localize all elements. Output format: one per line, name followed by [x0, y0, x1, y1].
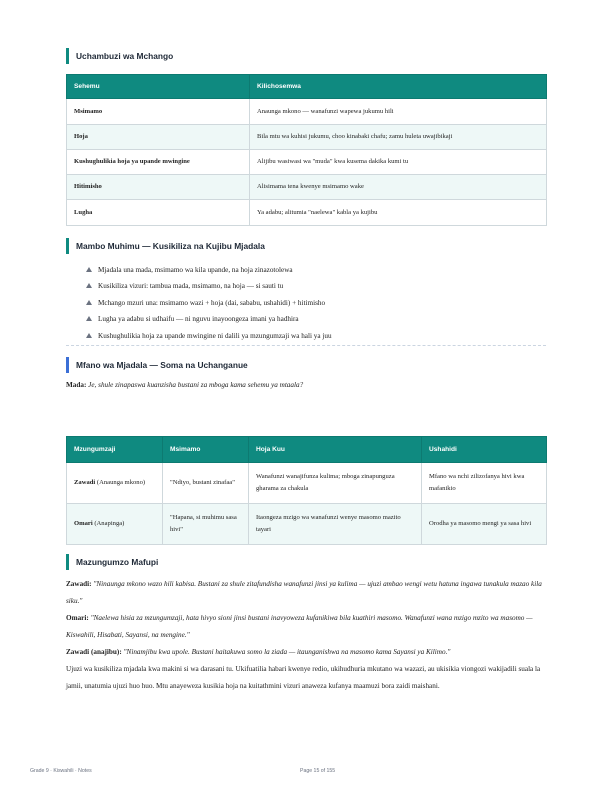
dialogue-line: Zawadi (anajibu): "Ninamjibu kwa upole. Bustani haitakuwa somo la ziada — itaunganishwa na masomo kama Sayansi ya Kilimo." [66, 648, 451, 656]
table-row [67, 175, 547, 200]
header-cell: Ushahidi [422, 437, 547, 463]
triangle-bullet-icon [86, 300, 92, 305]
header-cell: Sehemu [67, 75, 250, 99]
table-row [67, 125, 547, 150]
triangle-bullet-icon [86, 283, 92, 288]
argument-cell: Itaongeza mzigo wa wanafunzi wenye masomo mazito tayari [249, 504, 422, 545]
list-item: Kushughulikia hoja za upande mwingine ni dalili ya mzungumzaji wa hali ya juu [86, 328, 526, 344]
triangle-bullet-icon [86, 333, 92, 338]
stance-cell: "Ndiyo, bustani zinafaa" [163, 463, 249, 504]
header-cell: Mzungumzaji [67, 437, 163, 463]
debate-table [66, 436, 547, 545]
closing-paragraph: Ujuzi wa kusikiliza mjadala kwa makini si wa darasani tu. Ukifuatilia habari kwenye redio, ukihudhuria mkutano wa wazazi, au ukisikia viongozi wakijadili suala la jamii, unatumia ujuzi huo huo. Mtu anayeweza kusikia hoja na kuitathmini vizuri anaweza kufanya maamuzi bora zaidi maishani. [66, 665, 541, 690]
debate-topic [66, 381, 303, 389]
speaker-cell: Zawadi (Anaunga mkono) [67, 463, 163, 504]
evidence-cell: Mfano wa nchi zilizofanya hivi kwa mafanikio [422, 463, 547, 504]
table-cell: Kushughulikia hoja ya upande mwingine [67, 150, 250, 175]
topic-text: Je, shule zinapaswa kuanzisha bustani za mboga kama sehemu ya mtaala? [88, 381, 304, 389]
triangle-bullet-icon [86, 267, 92, 272]
list-item: Kusikiliza vizuri: tambua mada, msimamo, na hoja — si sauti tu [86, 278, 526, 294]
list-item: Mchango mzuri una: msimamo wazi + hoja (dai, sababu, ushahidi) + hitimisho [86, 295, 526, 311]
topic-label: Mada: [66, 381, 87, 389]
debate-table-header [67, 437, 547, 463]
list-item: Mjadala una mada, msimamo wa kila upande, na hoja zinazotolewa [86, 262, 526, 278]
list-item: Lugha ya adabu si udhaifu — ni nguvu inayoongeza imani ya hadhira [86, 311, 526, 327]
header-cell: Hoja Kuu [249, 437, 422, 463]
table-cell: Alisimama tena kwenye msimamo wake [250, 175, 547, 200]
speaker-cell: Omari (Anapinga) [67, 504, 163, 545]
table-cell: Ya adabu; alitumia "naelewa" kabla ya kujibu [250, 200, 547, 226]
dialogue-block [66, 576, 546, 695]
table-row [67, 200, 547, 226]
argument-cell: Wanafunzi wanajifunza kulima; mboga zinapunguza gharama za chakula [249, 463, 422, 504]
table-row [67, 99, 547, 125]
table-row [67, 504, 547, 545]
divider [66, 345, 546, 346]
table-cell: Alijibu wasiwasi wa "muda" kwa kusema dakika kumi tu [250, 150, 547, 175]
structure-table-header [67, 75, 547, 99]
table-cell: Hoja [67, 125, 250, 150]
section-heading-example: Mfano wa Mjadala — Soma na Uchanganue [66, 357, 248, 373]
stance-cell: "Hapana, si muhimu sasa hivi" [163, 504, 249, 545]
table-cell: Hitimisho [67, 175, 250, 200]
table-cell: Anaunga mkono — wanafunzi wapewa jukumu hili [250, 99, 547, 125]
table-row [67, 150, 547, 175]
header-cell: Msimamo [163, 437, 249, 463]
triangle-bullet-icon [86, 316, 92, 321]
table-cell: Bila mtu wa kuhisi jukumu, choo kinabaki chafu; zamu huleta uwajibikaji [250, 125, 547, 150]
header-cell: Kilichosemwa [250, 75, 547, 99]
dialogue-line: Omari: "Naelewa hisia za mzungumzaji, hata hivyo sioni jinsi bustani inavyoweza kufanikiwa bila kuathiri masomo. Wanafunzi wana mzigo mzito wa masomo — Kiswahili, Hisabati, Sayansi, na mengine." [66, 614, 533, 639]
key-points-list [86, 262, 526, 344]
section-heading-short-dialogue: Mazungumzo Mafupi [66, 554, 158, 570]
section-heading-key-points: Mambo Muhimu — Kusikiliza na Kujibu Mjadala [66, 238, 265, 254]
page-number: Page 15 of 155 [300, 768, 336, 774]
table-cell: Msimamo [67, 99, 250, 125]
evidence-cell: Orodha ya masomo mengi ya sasa hivi [422, 504, 547, 545]
table-cell: Lugha [67, 200, 250, 226]
structure-table [66, 74, 547, 226]
footer-left: Grade 9 · Kiswahili · Notes [30, 768, 92, 774]
table-row [67, 463, 547, 504]
section-heading-structure: Uchambuzi wa Mchango [66, 48, 173, 64]
dialogue-line: Zawadi: "Ninaunga mkono wazo hili kabisa. Bustani za shule zitafundisha wanafunzi jinsi ya kulima — ujuzi ambao wengi wetu hatuna ingawa tunakula mazao kila siku." [66, 580, 542, 605]
